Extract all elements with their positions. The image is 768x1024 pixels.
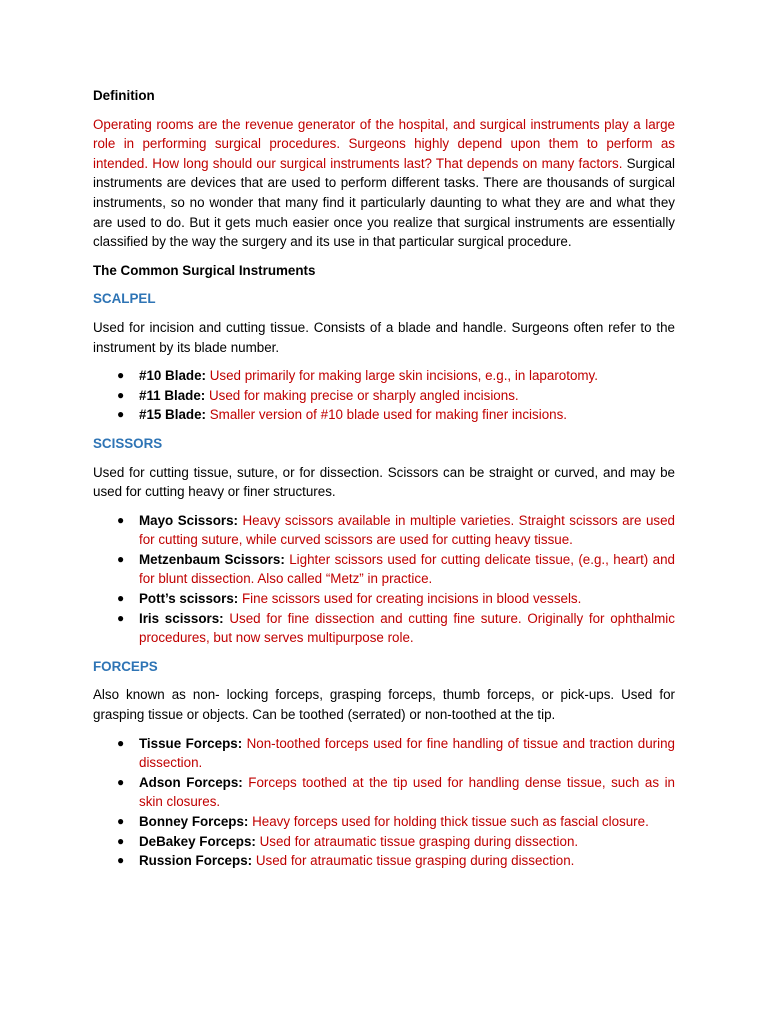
document-page xyxy=(93,86,675,880)
item-term: #10 Blade: xyxy=(139,368,206,384)
list-item xyxy=(117,589,675,609)
list-item xyxy=(117,366,675,386)
definition-paragraph xyxy=(93,115,675,252)
bullet-icon: ● xyxy=(117,551,125,566)
item-desc: Used for making precise or sharply angled incisions. xyxy=(208,387,519,403)
item-term: Adson Forceps: xyxy=(139,774,243,790)
forceps-list xyxy=(93,734,675,871)
item-desc: Used for fine dissection and cutting fine suture. Originally for ophthalmic procedures, but now serves multipurpose role. xyxy=(139,610,675,646)
scissors-list xyxy=(93,511,675,648)
item-term: Metzenbaum Scissors: xyxy=(139,551,285,567)
list-item xyxy=(117,832,675,852)
definition-black-text: Surgical instruments are devices that are used to perform different tasks. There are thousands of surgical instruments, so no wonder that many find it particularly daunting to what they are and what they are used to do. But it gets much easier once you realize that surgical instruments are essentially classified by the way the surgery and its use in that particular surgical procedure. xyxy=(93,155,675,250)
section-title-forceps: FORCEPS xyxy=(93,658,158,674)
section-intro-forceps: Also known as non- locking forceps, grasping forceps, thumb forceps, or pick-ups. Used for grasping tissue or objects. Can be toothed (serrated) or non-toothed at the tip. xyxy=(93,687,675,723)
item-term: #15 Blade: xyxy=(139,407,206,423)
item-term: DeBakey Forceps: xyxy=(139,833,256,849)
item-desc: Heavy forceps used for holding thick tissue such as fascial closure. xyxy=(252,814,649,829)
definition-heading: Definition xyxy=(93,88,155,103)
item-desc: Smaller version of #10 blade used for making finer incisions. xyxy=(209,407,567,423)
list-item xyxy=(117,851,675,871)
common-instruments-heading: The Common Surgical Instruments xyxy=(93,262,316,278)
bullet-icon: ● xyxy=(117,853,125,868)
bullet-icon: ● xyxy=(117,512,125,527)
item-term: Bonney Forceps: xyxy=(139,814,249,829)
item-term: Russion Forceps: xyxy=(139,853,253,869)
bullet-icon: ● xyxy=(117,591,125,606)
bullet-icon: ● xyxy=(117,610,125,625)
list-item xyxy=(117,386,675,406)
section-intro-scissors: Used for cutting tissue, suture, or for dissection. Scissors can be straight or curved, and may be used for cutting heavy or finer structures. xyxy=(93,464,675,500)
section-title-scalpel: SCALPEL xyxy=(93,291,156,307)
item-desc: Forceps toothed at the tip used for handling dense tissue, such as in skin closures. xyxy=(139,774,675,810)
definition-red-text: Operating rooms are the revenue generator of the hospital, and surgical instruments play a large role in performing surgical procedures. Surgeons highly depend upon them to perform as intended. How long should our surgical instruments last? That depends on many factors. xyxy=(93,116,675,171)
section-intro-scalpel: Used for incision and cutting tissue. Consists of a blade and handle. Surgeons often refer to the instrument by its blade number. xyxy=(93,319,675,355)
item-term: Mayo Scissors: xyxy=(139,512,238,528)
bullet-icon: ● xyxy=(117,774,125,789)
item-desc: Used for atraumatic tissue grasping during dissection. xyxy=(255,853,575,869)
bullet-icon: ● xyxy=(117,814,125,828)
list-item xyxy=(117,734,676,773)
item-term: #11 Blade: xyxy=(139,387,206,403)
item-term: Tissue Forceps: xyxy=(139,735,243,751)
scalpel-list xyxy=(93,366,675,425)
bullet-icon: ● xyxy=(117,833,125,848)
bullet-icon: ● xyxy=(117,407,125,422)
item-term: Pott’s scissors: xyxy=(139,591,239,607)
item-desc: Used for atraumatic tissue grasping during dissection. xyxy=(259,833,579,849)
list-item xyxy=(117,609,675,648)
list-item xyxy=(117,405,675,425)
bullet-icon: ● xyxy=(117,368,125,383)
list-item xyxy=(117,812,675,832)
item-desc: Lighter scissors used for cutting delicate tissue, (e.g., heart) and for blunt dissection. Also called “Metz” in practice. xyxy=(139,551,675,587)
section-title-scissors: SCISSORS xyxy=(93,435,163,451)
item-desc: Fine scissors used for creating incisions in blood vessels. xyxy=(241,591,582,607)
list-item xyxy=(117,550,675,589)
item-term: Iris scissors: xyxy=(139,610,224,626)
list-item xyxy=(117,773,675,812)
bullet-icon: ● xyxy=(117,735,125,750)
item-desc: Non-toothed forceps used for fine handling of tissue and traction during dissection. xyxy=(139,735,676,771)
item-desc: Heavy scissors available in multiple varieties. Straight scissors are used for cutting suture, while curved scissors are used for cutting heavy tissue. xyxy=(139,512,675,548)
list-item xyxy=(117,511,675,550)
bullet-icon: ● xyxy=(117,387,125,402)
item-desc: Used primarily for making large skin incisions, e.g., in laparotomy. xyxy=(209,368,598,384)
